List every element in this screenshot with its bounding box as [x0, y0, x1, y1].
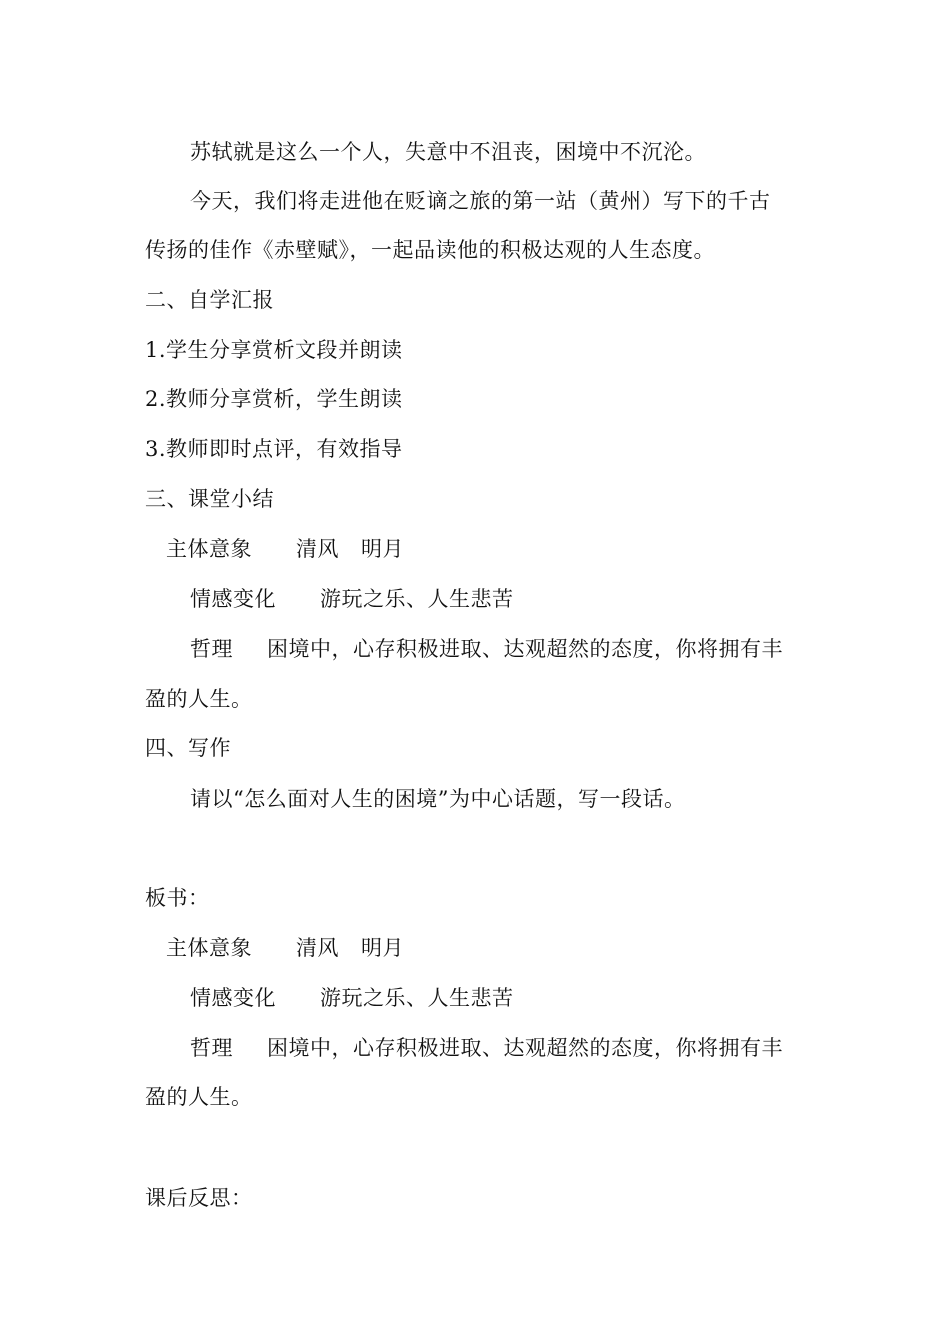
board-imagery-value-1: 清风: [296, 936, 339, 960]
imagery-label: 主体意象: [166, 537, 252, 561]
section-2-item-2: 2.教师分享赏析，学生朗读: [145, 387, 403, 411]
summary-row-imagery: [166, 535, 404, 563]
section-4-heading: 四、写作: [145, 736, 231, 760]
board-row-imagery: [166, 934, 404, 962]
section-2-item-3: 3.教师即时点评，有效指导: [145, 437, 403, 461]
summary-row-emotion: [190, 585, 514, 613]
imagery-value-2: 明月: [361, 537, 404, 561]
board-philosophy-value-line-2: 盈的人生。: [145, 1085, 253, 1109]
board-heading: 板书：: [145, 886, 210, 910]
philosophy-value-line-2: 盈的人生。: [145, 687, 253, 711]
board-row-emotion: [190, 984, 514, 1012]
philosophy-value-line-1: 困境中，心存积极进取、达观超然的态度，你将拥有丰: [267, 637, 783, 661]
board-imagery-label: 主体意象: [166, 936, 252, 960]
summary-row-philosophy: [190, 635, 783, 663]
section-2-heading: 二、自学汇报: [145, 288, 274, 312]
board-philosophy-label: 哲理: [190, 1036, 233, 1060]
philosophy-label: 哲理: [190, 637, 233, 661]
board-emotion-label: 情感变化: [190, 986, 276, 1010]
section-2-item-1: 1.学生分享赏析文段并朗读: [145, 338, 403, 362]
imagery-value-1: 清风: [296, 537, 339, 561]
writing-prompt: 请以“怎么面对人生的困境”为中心话题，写一段话。: [190, 787, 686, 811]
section-3-heading: 三、课堂小结: [145, 487, 274, 511]
board-row-philosophy: [190, 1034, 783, 1062]
emotion-label: 情感变化: [190, 587, 276, 611]
intro-paragraph-2-line-2: 传扬的佳作《赤壁赋》，一起品读他的积极达观的人生态度。: [145, 238, 715, 262]
emotion-value: 游玩之乐、人生悲苦: [320, 587, 514, 611]
board-philosophy-value-line-1: 困境中，心存积极进取、达观超然的态度，你将拥有丰: [267, 1036, 783, 1060]
reflection-heading: 课后反思：: [145, 1186, 253, 1210]
board-emotion-value: 游玩之乐、人生悲苦: [320, 986, 514, 1010]
intro-paragraph-2-line-1: 今天，我们将走进他在贬谪之旅的第一站（黄州）写下的千古: [190, 189, 771, 213]
intro-paragraph-1: 苏轼就是这么一个人，失意中不沮丧，困境中不沉沦。: [190, 140, 706, 164]
board-imagery-value-2: 明月: [361, 936, 404, 960]
